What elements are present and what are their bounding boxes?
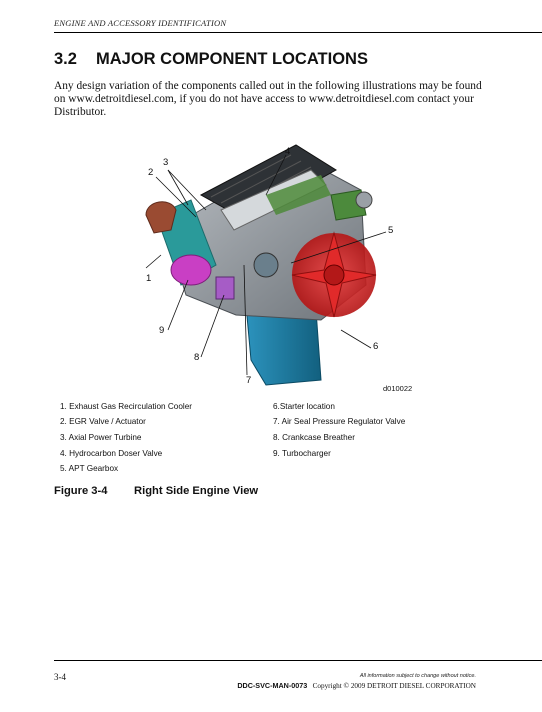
figure-caption <box>54 485 258 497</box>
legend-item: 9. Turbocharger <box>273 449 331 458</box>
section-heading <box>54 50 368 69</box>
figure-title: Right Side Engine View <box>134 485 259 497</box>
callout-3: 3 <box>163 157 169 168</box>
callout-9: 9 <box>159 325 165 336</box>
running-header: ENGINE AND ACCESSORY IDENTIFICATION <box>54 18 227 28</box>
callout-2: 2 <box>148 167 154 178</box>
legend-item: 5. APT Gearbox <box>60 464 119 473</box>
legend-item: 7. Air Seal Pressure Regulator Valve <box>273 417 406 426</box>
callout-8: 8 <box>194 352 200 363</box>
callout-7: 7 <box>246 375 252 386</box>
section-number: 3.2 <box>54 50 77 68</box>
exhaust-pipe-shape <box>146 202 176 233</box>
breather-shape <box>216 277 234 299</box>
footer-document-line <box>200 681 476 690</box>
gearbox-shape <box>254 253 278 277</box>
change-notice: All information subject to change without notice. <box>359 673 476 679</box>
legend-item: 6.Starter location <box>273 402 335 411</box>
callout-1: 1 <box>146 273 152 284</box>
turbocharger-shape <box>171 255 211 285</box>
intro-paragraph: Any design variation of the components called out in the following illustrations may be found on www.detroitdiesel.com, if you do not have access to www.detroitdiesel.com contact your Distributor. <box>54 80 482 118</box>
engine-illustration <box>116 135 446 400</box>
figure-label: Figure 3-4 <box>54 485 108 497</box>
section-title: MAJOR COMPONENT LOCATIONS <box>96 50 368 68</box>
copyright: Copyright © 2009 DETROIT DIESEL CORPORATION <box>312 682 476 690</box>
legend-item: 1. Exhaust Gas Recirculation Cooler <box>60 402 192 411</box>
legend-item: 3. Axial Power Turbine <box>60 433 142 442</box>
callout-6: 6 <box>373 341 379 352</box>
callout-4: 4 <box>285 146 291 157</box>
engine-drawing <box>116 135 446 400</box>
legend-item: 8. Crankcase Breather <box>273 433 355 442</box>
figure-reference-code: d010022 <box>383 384 413 393</box>
legend-item: 2. EGR Valve / Actuator <box>60 417 146 426</box>
document-number: DDC-SVC-MAN-0073 <box>237 681 308 690</box>
fan-shape <box>292 233 376 317</box>
header-rule <box>54 32 542 33</box>
legend-item: 4. Hydrocarbon Doser Valve <box>60 449 163 458</box>
callout-5: 5 <box>388 225 394 236</box>
footer-rule <box>54 660 542 661</box>
page-number: 3-4 <box>54 672 66 682</box>
